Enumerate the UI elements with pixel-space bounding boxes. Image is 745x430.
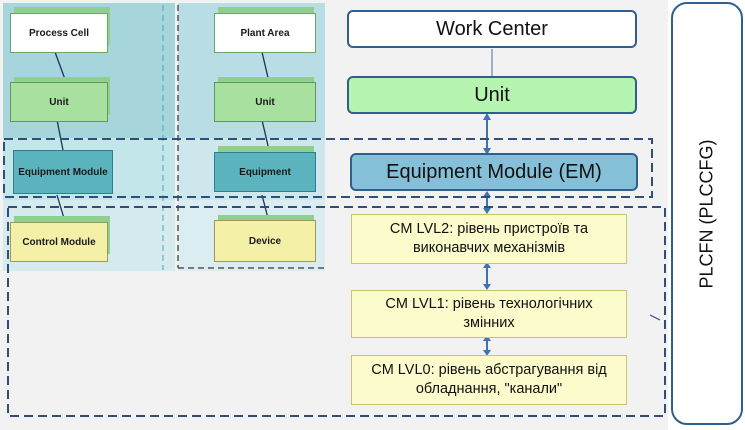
cm-lvl0-box: CM LVL0: рівень абстрагування від обладнання, "канали"	[351, 355, 627, 405]
unit-box-2: Unit	[214, 82, 316, 122]
unit-level-box: Unit	[347, 76, 637, 114]
control-module-box: Control Module	[10, 222, 108, 262]
equipment-module-box: Equipment Module	[13, 150, 113, 194]
connector-unit-equipment	[57, 120, 63, 150]
plcfn-label: PLCFN (PLCCFG)	[696, 138, 717, 289]
device-box: Device	[214, 220, 316, 262]
work-center-box: Work Center	[347, 10, 637, 48]
cm-lvl2-box: CM LVL2: рівень пристроїв та виконавчих механізмів	[351, 214, 627, 264]
plant-area-box: Plant Area	[214, 13, 316, 53]
equipment-module-level-box: Equipment Module (EM)	[350, 153, 638, 191]
plcfn-container	[671, 2, 743, 425]
process-cell-box: Process Cell	[10, 13, 108, 53]
cm-lvl1-box: CM LVL1: рівень технологічних змінних	[351, 290, 627, 338]
boundary-tick	[650, 315, 660, 320]
unit-box: Unit	[10, 82, 108, 122]
arrow-head-up-1	[483, 113, 491, 120]
equipment-box: Equipment	[214, 152, 316, 192]
